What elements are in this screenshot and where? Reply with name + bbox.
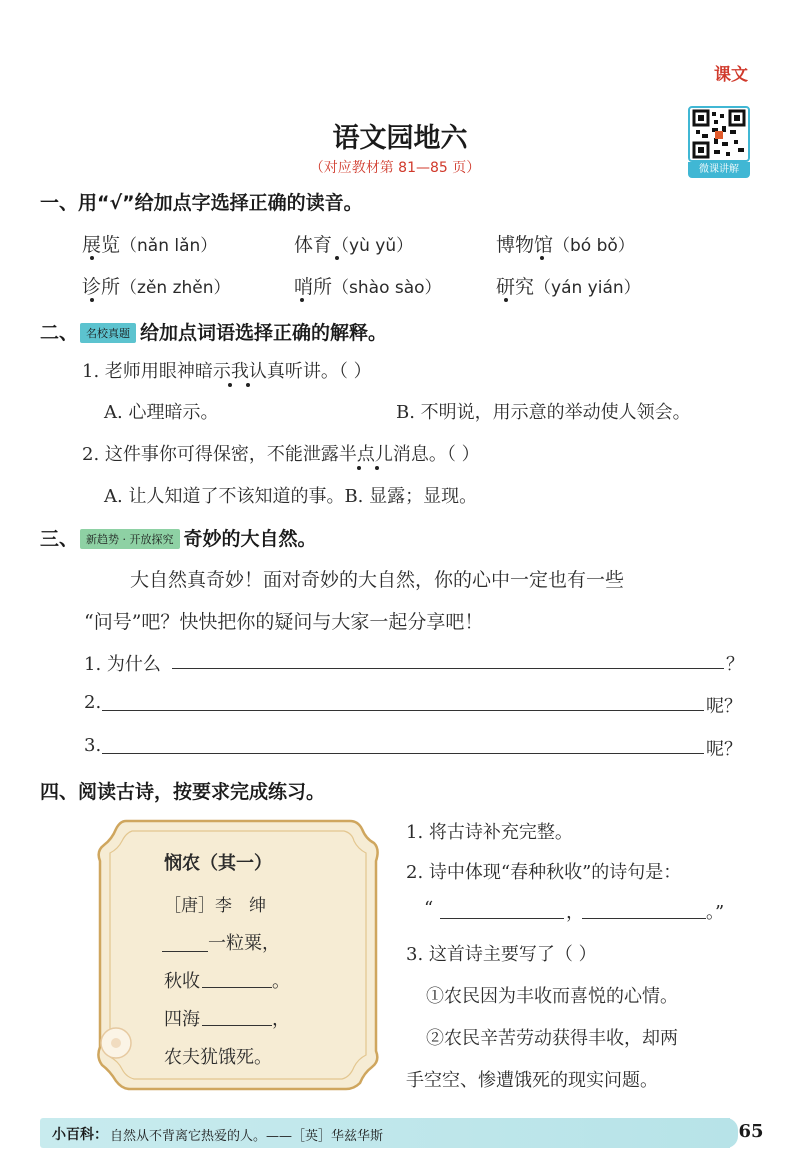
emphasis-dot [90, 298, 94, 302]
poem-blank-3[interactable] [202, 1025, 272, 1026]
emphasis-dot [357, 466, 361, 470]
emphasis-dot [300, 298, 304, 302]
q3-line-3-suffix: 呢？ [706, 739, 742, 760]
q2-number: 二、 [40, 322, 79, 344]
footer-label: 小百科： [52, 1127, 108, 1143]
emphasis-dot [335, 256, 339, 260]
poem-line-4: 农夫犹饿死。 [164, 1047, 272, 1068]
poem-line-2-pre: 秋收 [164, 971, 200, 992]
q1-item-4 [82, 272, 231, 299]
poem-blank-2[interactable] [202, 987, 272, 988]
q4-task-3-option-2a[interactable]: ②农民辛苦劳动获得丰收，却两 [426, 1028, 678, 1049]
q2-s2-options[interactable]: A. 让人知道了不该知道的事。B. 显露；显现。 [104, 486, 478, 507]
section-tag: 课文 [714, 65, 748, 85]
q1-pinyin-options[interactable]: （shào sào） [332, 278, 442, 298]
q4-task-3-option-2b: 手空空、惨遭饿死的现实问题。 [406, 1070, 658, 1091]
q3-line-2-suffix: 呢？ [706, 696, 742, 717]
emphasis-dot [90, 256, 94, 260]
q1-item-1 [82, 230, 217, 257]
q1-pinyin-options[interactable]: （yán yián） [534, 278, 641, 298]
poem-line-3-pre: 四海 [164, 1009, 200, 1030]
q1-word: 研究 [496, 276, 535, 298]
q1-pinyin-options[interactable]: （zěn zhěn） [120, 278, 231, 298]
q1-word: 展览 [82, 234, 121, 256]
q3-paragraph-2: “问号”吧？快快把你的疑问与大家一起分享吧！ [84, 611, 484, 633]
poem-card [96, 815, 380, 1093]
q4-task-3-option-1[interactable]: ①农民因为丰收而喜悦的心情。 [426, 986, 678, 1007]
q2-sentence-1: 1. 老师用眼神暗示我认真听讲。（ ） [82, 361, 372, 382]
q3-answer-line-2[interactable] [102, 710, 704, 711]
q1-pinyin-options[interactable]: （yù yǔ） [332, 236, 414, 256]
q1-word: 博物馆 [496, 234, 554, 256]
q1-item-3 [496, 230, 635, 257]
qr-caption: 微课讲解 [688, 162, 750, 178]
q1-word: 体育 [294, 234, 333, 256]
emphasis-dot [228, 383, 232, 387]
q1-word: 诊所 [82, 276, 121, 298]
q3-answer-line-3[interactable] [102, 753, 704, 754]
page-number: 65 [738, 1121, 764, 1142]
q3-line-2-prefix: 2. [84, 692, 102, 713]
qr-code-icon [688, 106, 750, 162]
poem-line-2-post: 。 [272, 971, 290, 992]
q1-word: 哨所 [294, 276, 333, 298]
emphasis-dot [375, 466, 379, 470]
q2-sentence-2: 2. 这件事你可得保密，不能泄露半点儿消息。（ ） [82, 444, 480, 465]
qr-code-block[interactable] [688, 106, 750, 178]
q3-paragraph-1: 大自然真奇妙！面对奇妙的大自然，你的心中一定也有一些 [130, 569, 625, 591]
footer-bar [40, 1118, 730, 1148]
q1-pinyin-options[interactable]: （bó bǒ） [553, 236, 635, 256]
q3-answer-line-1[interactable] [172, 668, 724, 669]
q1-heading: 一、用“√”给加点字选择正确的读音。 [40, 192, 363, 214]
q1-item-6 [496, 272, 641, 299]
q2-badge: 名校真题 [80, 323, 136, 343]
q3-number: 三、 [40, 528, 79, 550]
q4-task-2-open-quote: “ [424, 898, 434, 919]
q4-task-2: 2. 诗中体现“春种秋收”的诗句是： [406, 862, 682, 883]
q4-heading: 四、阅读古诗，按要求完成练习。 [40, 781, 326, 803]
q4-task-2-blank-1[interactable] [440, 918, 564, 919]
q4-task-2-blank-2[interactable] [582, 918, 706, 919]
q2-heading-text: 给加点词语选择正确的解释。 [140, 322, 388, 344]
q1-item-5 [294, 272, 442, 299]
poem-line-1: 一粒粟， [208, 933, 280, 954]
poem-line-3-post: ， [272, 1009, 290, 1030]
emphasis-dot [246, 383, 250, 387]
page-title: 语文园地六 [332, 123, 468, 154]
q3-badge: 新趋势 · 开放探究 [80, 529, 180, 549]
q1-pinyin-options[interactable]: （nǎn lǎn） [120, 236, 218, 256]
q3-line-3-prefix: 3. [84, 735, 102, 756]
emphasis-dot [504, 298, 508, 302]
footer-quote: 自然从不背离它热爱的人。——［英］华兹华斯 [110, 1129, 384, 1144]
q3-line-1-suffix: ？ [726, 654, 744, 675]
poem-title: 悯农（其一） [164, 853, 272, 874]
q3-line-1-prefix: 1. 为什么 [84, 654, 161, 675]
q3-heading-text: 奇妙的大自然。 [183, 528, 317, 550]
q3-heading [40, 524, 317, 551]
q1-item-2 [294, 230, 413, 257]
q2-s1-option-b[interactable]: B. 不明说，用示意的举动使人领会。 [396, 402, 691, 423]
q4-task-2-close-quote: 。” [706, 902, 725, 923]
q2-heading [40, 318, 387, 345]
q4-task-1: 1. 将古诗补充完整。 [406, 822, 573, 843]
q2-s1-option-a[interactable]: A. 心理暗示。 [104, 402, 219, 423]
emphasis-dot [540, 256, 544, 260]
q4-task-2-comma: ， [566, 902, 584, 923]
page-subtitle: （对应教材第 81—85 页） [309, 160, 481, 176]
poem-author: ［唐］李 绅 [164, 896, 266, 916]
q4-task-3: 3. 这首诗主要写了（ ） [406, 944, 597, 965]
poem-blank-1[interactable] [162, 951, 208, 952]
